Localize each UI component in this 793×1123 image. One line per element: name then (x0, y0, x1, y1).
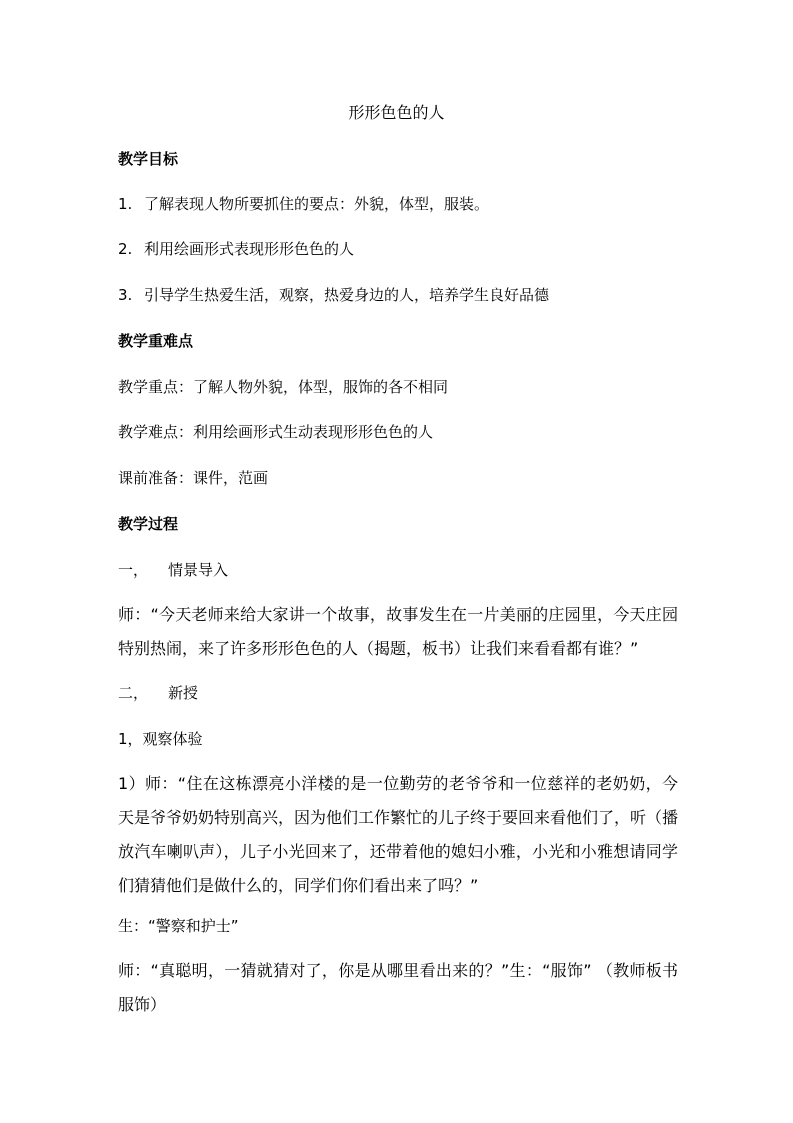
section-title: 新授 (168, 684, 199, 702)
section-new-lesson (118, 682, 198, 704)
objective-text: 利用绘画形式表现形形色色的人 (144, 240, 355, 258)
paragraph-teacher-response: 师：“真聪明，一猜就猜对了，你是从哪里看出来的？”生：“服饰” （教师板书服饰） (118, 961, 678, 1014)
objective-item-2 (118, 238, 354, 260)
preparation-text: 课前准备：课件，范画 (118, 469, 269, 487)
section-intro (118, 559, 228, 581)
process-heading: 教学过程 (118, 515, 179, 533)
paragraph-student-answer: 生：“警察和护士” (118, 917, 239, 935)
objectives-heading: 教学目标 (118, 150, 179, 168)
subsection-observe: 1，观察体验 (118, 730, 203, 748)
objective-number: 1. (118, 195, 133, 213)
paragraph-intro: 师：“今天老师来给大家讲一个故事，故事发生在一片美丽的庄园里，今天庄园特别热闹，来了许多形形色色的人（揭题，板书）让我们来看看都有谁？” (118, 605, 678, 658)
objective-item-1 (118, 193, 489, 215)
objective-number: 3. (118, 286, 133, 304)
key-point-text: 教学重点：了解人物外貌，体型，服饰的各不相同 (118, 378, 449, 396)
document-title: 形形色色的人 (348, 103, 445, 122)
key-points-heading: 教学重难点 (118, 332, 194, 350)
difficulty-text: 教学难点：利用绘画形式生动表现形形色色的人 (118, 423, 434, 441)
section-title: 情景导入 (168, 561, 229, 579)
objective-number: 2. (118, 240, 133, 258)
section-number: 二， (118, 684, 149, 702)
objective-item-3 (118, 284, 549, 306)
section-number: 一， (118, 561, 149, 579)
paragraph-story: 1）师：“住在这栋漂亮小洋楼的是一位勤劳的老爷爷和一位慈祥的老奶奶，今天是爷爷奶奶特别高兴，因为他们工作繁忙的儿子终于要回来看他们了，听（播放汽车喇叭声），儿子小光回来了，还带着他的媳妇小雅，小光和小雅想请同学们猜猜他们是做什么的，同学们你们看出来了吗？” (118, 774, 679, 895)
objective-text: 了解表现人物所要抓住的要点：外貌，体型，服装。 (144, 195, 490, 213)
objective-text: 引导学生热爱生活，观察，热爱身边的人，培养学生良好品德 (144, 286, 550, 304)
